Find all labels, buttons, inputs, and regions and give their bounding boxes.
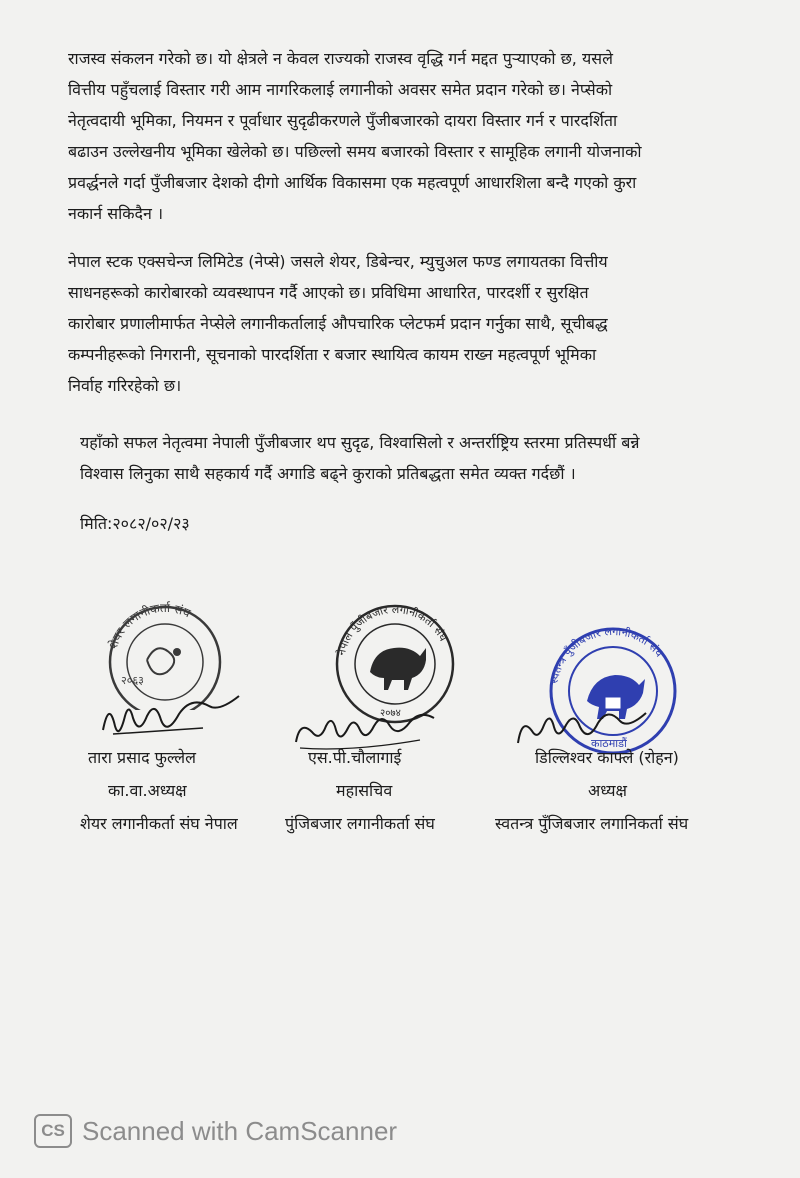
stamp-arc-text: शेयर लगानीकर्ता संघ — [106, 601, 193, 651]
text-line: नेतृत्वदायी भूमिका, नियमन र पूर्वाधार सुदृढीकरणले पुँजीबजारको दायरा विस्तार गर्न र पारदर्शिता — [68, 111, 618, 130]
paragraph-revenue — [68, 43, 758, 229]
signatory-name: एस.पी.चौलागाई — [308, 748, 402, 767]
text-line: विश्वास लिनुका साथै सहकार्य गर्दै अगाडि बढ्ने कुराको प्रतिबद्धता समेत व्यक्त गर्दछौं । — [80, 464, 576, 483]
stamp-year: २०७४ — [380, 708, 401, 719]
text-line: कारोबार प्रणालीमार्फत नेप्सेले लगानीकर्तालाई औपचारिक प्लेटफर्म प्रदान गर्नुका साथै, सूचीबद्ध — [68, 314, 608, 333]
signatory-name: डिल्लिश्वर काफ्ले (रोहन) — [535, 748, 679, 767]
signatory-title: अध्यक्ष — [588, 781, 627, 800]
signatory-title: महासचिव — [336, 781, 393, 800]
stamp-place: काठमाडौं — [591, 737, 627, 750]
text-line: वित्तीय पहुँचलाई विस्तार गरी आम नागरिकलाई लगानीको अवसर समेत प्रदान गरेको छ। नेप्सेको — [68, 80, 613, 99]
camscanner-watermark — [34, 1114, 397, 1148]
paragraph-nepse — [68, 246, 758, 401]
text-line: कम्पनीहरूको निगरानी, सूचनाको पारदर्शिता र बजार स्थायित्व कायम राख्न महत्वपूर्ण भूमिका — [68, 345, 597, 364]
watermark-text: Scanned with CamScanner — [82, 1115, 398, 1146]
paragraph-commitment — [80, 427, 760, 489]
signatory-title: का.वा.अध्यक्ष — [108, 781, 187, 800]
camscanner-logo-icon: CS — [34, 1114, 72, 1148]
stamp-capital-market-investors — [330, 600, 460, 725]
text-line: साधनहरूको कारोबारको व्यवस्थापन गर्दै आएको छ। प्रविधिमा आधारित, पारदर्शी र सुरक्षित — [68, 283, 589, 302]
text-line: राजस्व संकलन गरेको छ। यो क्षेत्रले न केवल राज्यको राजस्व वृद्धि गर्न मद्दत पुर्‍याएको छ, यसले — [68, 49, 613, 68]
signatory-organization: शेयर लगानीकर्ता संघ नेपाल — [80, 814, 238, 833]
text-line: बढाउन उल्लेखनीय भूमिका खेलेको छ। पछिल्लो समय बजारको विस्तार र सामूहिक लगानी योजनाको — [68, 142, 642, 161]
text-line: यहाँको सफल नेतृत्वमा नेपाली पुँजीबजार थप सुदृढ, विश्वासिलो र अन्तर्राष्ट्रिय स्तरमा प्रतिस्पर्धी बन्ने — [80, 433, 640, 452]
text-line: नकार्न सकिदैन । — [68, 204, 164, 223]
stamp-arc-text: स्वतन्त्र पुँजीबजार लगानीकर्ता संघ — [547, 625, 666, 685]
signatory-organization: पुंजिबजार लगानीकर्ता संघ — [285, 814, 435, 833]
stamp-arc-text: नेपाल पुँजीबजार लगानीकर्ता संघ — [334, 602, 450, 657]
text-line: प्रवर्द्धनले गर्दा पुँजीबजार देशको दीगो आर्थिक विकासमा एक महत्वपूर्ण आधारशिला बन्दै गएको कुरा — [68, 173, 637, 192]
letter-date: मिति:२०८२/०२/२३ — [80, 514, 190, 533]
signatory-organization: स्वतन्त्र पुँजिबजार लगानिकर्ता संघ — [495, 814, 689, 833]
signatory-name: तारा प्रसाद फुल्लेल — [88, 748, 196, 767]
text-line: निर्वाह गरिरहेको छ। — [68, 376, 182, 395]
text-line: नेपाल स्टक एक्सचेन्ज लिमिटेड (नेप्से) जसले शेयर, डिबेन्चर, म्युचुअल फण्ड लगायतका वित्तीय — [68, 252, 608, 271]
signature-1 — [95, 690, 245, 749]
svg-text:स्वतन्त्र पुँजीबजार लगानीकर्ता — [548, 625, 666, 684]
stamp-year: २०६३ — [121, 674, 144, 687]
